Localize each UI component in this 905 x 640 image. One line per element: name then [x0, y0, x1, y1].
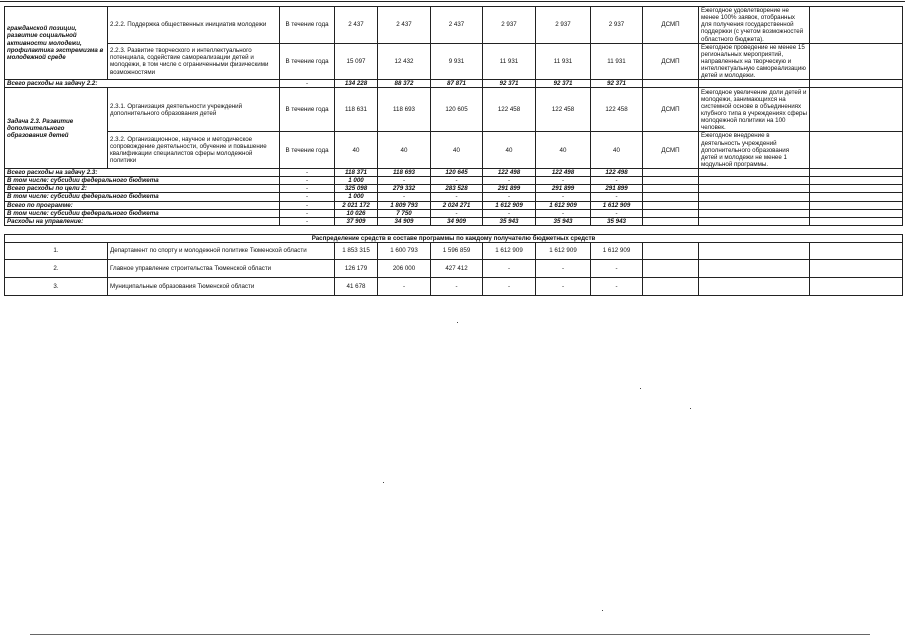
- empty-cell: [810, 209, 903, 217]
- scan-speck: [457, 322, 458, 323]
- cell-value: 2 021 172: [335, 201, 378, 209]
- empty-cell: [699, 278, 810, 296]
- cell-value: 11 931: [536, 43, 591, 80]
- cell-value: 1 000: [335, 193, 378, 201]
- cell-value: 88 372: [378, 80, 431, 88]
- cell-value: -: [378, 177, 431, 185]
- recipient-name: Муниципальные образования Тюменской области: [108, 278, 335, 296]
- period: В течение года: [280, 43, 335, 80]
- cell-value: -: [431, 209, 483, 217]
- cell-value: 2 024 271: [431, 201, 483, 209]
- activity-name: 2.2.3. Развитие творческого и интеллектуального потенциала, содействие самореализации детей и молодежи, в том числе с ограниченными физическими возможностями: [108, 43, 280, 80]
- empty-cell: [699, 80, 810, 88]
- spacer: [5, 225, 903, 234]
- cell-value: 122 458: [536, 88, 591, 132]
- cell-value: 35 943: [591, 217, 643, 225]
- cell-value: 1 612 909: [591, 201, 643, 209]
- recipient-name: Департамент по спорту и молодежной политике Тюменской области: [108, 243, 335, 260]
- empty-cell: [643, 185, 699, 193]
- empty-cell: [810, 278, 903, 296]
- empty-cell: [810, 132, 903, 169]
- cell-value: -: [536, 177, 591, 185]
- expected-result: Ежегодное удовлетворение не менее 100% заявок, отобранных для получения государственной поддержки (с учетом возможностей областного бюджета).: [699, 7, 810, 44]
- cell-dash: -: [280, 209, 335, 217]
- cell-value: -: [536, 278, 591, 296]
- cell-value: 118 371: [335, 169, 378, 177]
- empty-cell: [699, 185, 810, 193]
- empty-cell: [643, 278, 699, 296]
- executor: ДСМП: [643, 132, 699, 169]
- recipient-name: Главное управление строительства Тюменской области: [108, 260, 335, 278]
- empty-cell: [810, 260, 903, 278]
- summary-label: Всего расходы на задачу 2.3:: [5, 169, 280, 177]
- empty-cell: [810, 193, 903, 201]
- empty-cell: [643, 169, 699, 177]
- cell-value: 2 937: [536, 7, 591, 44]
- cell-value: 40: [536, 132, 591, 169]
- task-label: гражданской позиции, развитие социальной активности молодежи, профилактика экстремизма в молодежной среде: [5, 7, 108, 80]
- empty-cell: [699, 169, 810, 177]
- scan-speck: [383, 482, 384, 483]
- cell-value: 92 371: [536, 80, 591, 88]
- cell-dash: -: [280, 80, 335, 88]
- scan-speck: [640, 388, 641, 389]
- summary-row: [5, 177, 903, 185]
- cell-value: 40: [335, 132, 378, 169]
- cell-value: 206 000: [378, 260, 431, 278]
- recipient-number: 3.: [5, 278, 108, 296]
- cell-value: 1 612 909: [591, 243, 643, 260]
- executor: ДСМП: [643, 43, 699, 80]
- distribution-header: Распределение средств в составе программы по каждому получателю бюджетных средств: [5, 234, 903, 242]
- cell-value: -: [483, 260, 536, 278]
- period: В течение года: [280, 7, 335, 44]
- empty-cell: [810, 80, 903, 88]
- scan-top-line: [0, 1, 905, 2]
- cell-value: 1 000: [335, 177, 378, 185]
- summary-label: В том числе: субсидии федерального бюджета: [5, 193, 280, 201]
- summary-row: [5, 209, 903, 217]
- table-row: [5, 132, 903, 169]
- cell-value: -: [431, 278, 483, 296]
- cell-value: 1 612 909: [483, 243, 536, 260]
- cell-value: 40: [378, 132, 431, 169]
- cell-value: 122 498: [483, 169, 536, 177]
- cell-value: 279 332: [378, 185, 431, 193]
- cell-value: 122 458: [591, 88, 643, 132]
- cell-value: 325 098: [335, 185, 378, 193]
- empty-cell: [810, 169, 903, 177]
- empty-cell: [643, 201, 699, 209]
- empty-cell: [699, 260, 810, 278]
- cell-value: 120 645: [431, 169, 483, 177]
- period: В течение года: [280, 88, 335, 132]
- empty-cell: [699, 193, 810, 201]
- empty-cell: [643, 177, 699, 185]
- cell-value: 92 371: [483, 80, 536, 88]
- activity-name: 2.2.2. Поддержка общественных инициатив молодежи: [108, 7, 280, 44]
- empty-cell: [643, 260, 699, 278]
- cell-value: -: [483, 209, 536, 217]
- cell-value: 2 437: [431, 7, 483, 44]
- cell-value: 1 853 315: [335, 243, 378, 260]
- cell-value: -: [536, 260, 591, 278]
- cell-value: 34 909: [378, 217, 431, 225]
- cell-value: 2 437: [335, 7, 378, 44]
- recipient-number: 2.: [5, 260, 108, 278]
- cell-value: 35 943: [483, 217, 536, 225]
- cell-value: 118 693: [378, 169, 431, 177]
- cell-value: 120 605: [431, 88, 483, 132]
- cell-value: 1 596 859: [431, 243, 483, 260]
- cell-value: 37 909: [335, 217, 378, 225]
- empty-cell: [699, 217, 810, 225]
- expected-result: Ежегодное увеличение доли детей и молодежи, занимающихся на системной основе в объединениях клубного типа в учреждениях сферы молодежной политики на 100 человек.: [699, 88, 810, 132]
- cell-dash: -: [280, 193, 335, 201]
- activity-name: 2.3.2. Организационное, научное и методическое сопровождение деятельности, обучение и повышение квалификации специалистов сферы молодежной политики: [108, 132, 280, 169]
- cell-value: 7 750: [378, 209, 431, 217]
- cell-value: 10 026: [335, 209, 378, 217]
- cell-value: 1 612 909: [536, 201, 591, 209]
- cell-value: 40: [431, 132, 483, 169]
- empty-cell: [643, 217, 699, 225]
- executor: ДСМП: [643, 7, 699, 44]
- cell-value: 122 458: [483, 88, 536, 132]
- empty-cell: [810, 201, 903, 209]
- cell-value: 2 937: [483, 7, 536, 44]
- cell-value: 291 899: [536, 185, 591, 193]
- cell-value: -: [591, 177, 643, 185]
- total-label: Всего расходы на задачу 2.2:: [5, 80, 280, 88]
- cell-value: -: [591, 209, 643, 217]
- scan-bottom-line: [30, 634, 870, 635]
- empty-cell: [643, 193, 699, 201]
- cell-value: 92 371: [591, 80, 643, 88]
- cell-value: 12 432: [378, 43, 431, 80]
- cell-value: 1 612 909: [536, 243, 591, 260]
- spacer-row: [5, 225, 903, 234]
- cell-dash: -: [280, 169, 335, 177]
- cell-value: 40: [483, 132, 536, 169]
- cell-value: 1 612 909: [483, 201, 536, 209]
- cell-value: 2 437: [378, 7, 431, 44]
- empty-cell: [810, 243, 903, 260]
- empty-cell: [699, 177, 810, 185]
- summary-row: [5, 169, 903, 177]
- program-expenses-table: [4, 6, 903, 296]
- cell-value: 1 809 793: [378, 201, 431, 209]
- cell-value: -: [483, 193, 536, 201]
- cell-value: 35 943: [536, 217, 591, 225]
- summary-row: [5, 217, 903, 225]
- cell-value: 34 909: [431, 217, 483, 225]
- scan-speck: [602, 610, 603, 611]
- cell-value: -: [378, 278, 431, 296]
- cell-dash: -: [280, 201, 335, 209]
- cell-value: 122 498: [536, 169, 591, 177]
- cell-value: -: [536, 193, 591, 201]
- cell-value: 41 678: [335, 278, 378, 296]
- cell-value: 122 498: [591, 169, 643, 177]
- cell-value: 15 097: [335, 43, 378, 80]
- activity-name: 2.3.1. Организация деятельности учреждений дополнительного образования детей: [108, 88, 280, 132]
- cell-value: 40: [591, 132, 643, 169]
- cell-dash: -: [280, 217, 335, 225]
- scan-speck: [690, 408, 691, 409]
- cell-value: 9 931: [431, 43, 483, 80]
- cell-dash: -: [280, 177, 335, 185]
- cell-dash: -: [280, 185, 335, 193]
- cell-value: -: [591, 278, 643, 296]
- cell-value: 118 693: [378, 88, 431, 132]
- table-row: [5, 43, 903, 80]
- section-header-row: [5, 234, 903, 242]
- cell-value: 291 899: [483, 185, 536, 193]
- task-label: Задача 2.3. Развитие дополнительного образования детей: [5, 88, 108, 169]
- summary-label: В том числе: субсидии федерального бюджета: [5, 177, 280, 185]
- summary-row: [5, 193, 903, 201]
- summary-label: Всего по программе:: [5, 201, 280, 209]
- empty-cell: [699, 243, 810, 260]
- summary-row: [5, 185, 903, 193]
- cell-value: -: [431, 193, 483, 201]
- table-row: [5, 88, 903, 132]
- empty-cell: [810, 88, 903, 132]
- empty-cell: [810, 43, 903, 80]
- total-row: [5, 80, 903, 88]
- cell-value: 283 528: [431, 185, 483, 193]
- cell-value: 1 600 793: [378, 243, 431, 260]
- recipient-row: [5, 243, 903, 260]
- cell-value: 427 412: [431, 260, 483, 278]
- period: В течение года: [280, 132, 335, 169]
- table-row: [5, 7, 903, 44]
- cell-value: 87 871: [431, 80, 483, 88]
- empty-cell: [810, 177, 903, 185]
- empty-cell: [810, 217, 903, 225]
- cell-value: -: [483, 177, 536, 185]
- empty-cell: [643, 243, 699, 260]
- cell-value: 291 899: [591, 185, 643, 193]
- cell-value: -: [591, 260, 643, 278]
- cell-value: -: [591, 193, 643, 201]
- recipient-number: 1.: [5, 243, 108, 260]
- recipient-row: [5, 260, 903, 278]
- empty-cell: [699, 209, 810, 217]
- empty-cell: [699, 201, 810, 209]
- summary-label: Всего расходы по цели 2:: [5, 185, 280, 193]
- cell-value: 2 937: [591, 7, 643, 44]
- summary-label: Расходы на управление:: [5, 217, 280, 225]
- cell-value: 11 931: [591, 43, 643, 80]
- expected-result: Ежегодное проведение не менее 15 региональных мероприятий, направленных на творческую и интеллектуальную самореализацию детей и молодежи.: [699, 43, 810, 80]
- cell-value: 134 228: [335, 80, 378, 88]
- cell-value: -: [536, 209, 591, 217]
- cell-value: 11 931: [483, 43, 536, 80]
- cell-value: -: [431, 177, 483, 185]
- recipient-row: [5, 278, 903, 296]
- cell-value: 126 179: [335, 260, 378, 278]
- empty-cell: [643, 80, 699, 88]
- empty-cell: [643, 209, 699, 217]
- empty-cell: [810, 185, 903, 193]
- summary-row: [5, 201, 903, 209]
- empty-cell: [810, 7, 903, 44]
- executor: ДСМП: [643, 88, 699, 132]
- expected-result: Ежегодное внедрение в деятельность учреждений дополнительного образования детей и молодежи не менее 1 модульной программы.: [699, 132, 810, 169]
- cell-value: 118 631: [335, 88, 378, 132]
- cell-value: -: [378, 193, 431, 201]
- cell-value: -: [483, 278, 536, 296]
- summary-label: В том числе: субсидии федерального бюджета: [5, 209, 280, 217]
